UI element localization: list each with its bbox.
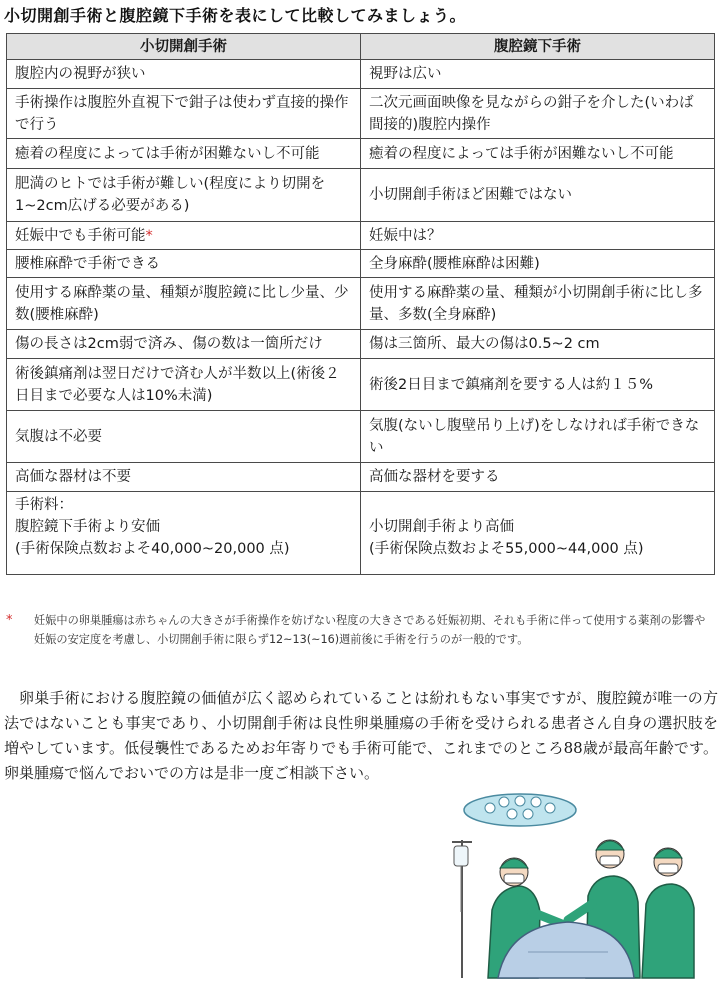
table-cell-small-incision: 気腹は不必要 — [7, 411, 361, 463]
table-cell-small-incision: 術後鎮痛剤は翌日だけで済む人が半数以上(術後２日目まで必要な人は10%未満) — [7, 359, 361, 411]
table-row — [7, 330, 715, 359]
table-cell-laparoscopic: 気腹(ないし腹壁吊り上げ)をしなければ手術できない — [361, 411, 715, 463]
table-cell-laparoscopic: 二次元画面映像を見ながらの鉗子を介した(いわば間接的)腹腔内操作 — [361, 89, 715, 139]
column-header-laparoscopic: 腹腔鏡下手術 — [361, 34, 715, 60]
fee-points-right: (手術保険点数およそ55,000~44,000 点) — [369, 541, 644, 557]
footnote-asterisk: * — [145, 227, 153, 244]
table-row — [7, 169, 715, 222]
table-cell-small-incision: 手術操作は腹腔外直視下で鉗子は使わず直接的操作で行う — [7, 89, 361, 139]
fee-comparison-right: 小切開創手術より高価 — [369, 519, 514, 535]
table-row — [7, 463, 715, 492]
table-row-fee — [7, 492, 715, 575]
table-row — [7, 250, 715, 278]
table-cell-small-incision: 腰椎麻酔で手術できる — [7, 250, 361, 278]
table-cell-laparoscopic: 妊娠中は？ — [361, 222, 715, 250]
table-row — [7, 139, 715, 169]
table-cell-small-incision: 癒着の程度によっては手術が困難ないし不可能 — [7, 139, 361, 169]
table-row — [7, 89, 715, 139]
page-heading: 小切開創手術と腹腔鏡下手術を表にして比較してみましょう。 — [4, 6, 467, 25]
table-cell-laparoscopic: 全身麻酔(腰椎麻酔は困難) — [361, 250, 715, 278]
table-cell-laparoscopic: 術後2日目まで鎮痛剤を要する人は約１５% — [361, 359, 715, 411]
body-paragraph-text: 卵巣手術における腹腔鏡の価値が広く認められていることは紛れもない事実ですが、腹腔鏡が唯一の方法ではないことも事実であり、小切開創手術は良性卵巣腫瘍の手術を受けられる患者さん自身の選択肢を増やしています。低侵襲性であるためお年寄りでも手術可能で、これまでのところ88歳が最高年齢です。卵巣腫瘍で悩んでおいでの方は是非一度ご相談下さい。 — [4, 689, 718, 782]
table-cell-laparoscopic: 視野は広い — [361, 60, 715, 89]
table-cell-small-incision: 使用する麻酔薬の量、種類が腹腔鏡に比し少量、少数(腰椎麻酔) — [7, 278, 361, 330]
table-cell-laparoscopic: 高価な器材を要する — [361, 463, 715, 492]
table-cell-laparoscopic: 癒着の程度によっては手術が困難ないし不可能 — [361, 139, 715, 169]
table-row — [7, 411, 715, 463]
footnote — [4, 611, 716, 649]
table-cell-small-incision — [7, 222, 361, 250]
comparison-table — [6, 33, 715, 575]
table-header-row — [7, 34, 715, 60]
table-row — [7, 60, 715, 89]
body-paragraph — [4, 686, 718, 786]
table-cell-laparoscopic: 傷は三箇所、最大の傷は0.5~2 cm — [361, 330, 715, 359]
footnote-text: 妊娠中の卵巣腫瘍は赤ちゃんの大きさが手術操作を妨げない程度の大きさである妊娠初期、それも手術に伴って使用する薬剤の影響や妊娠の安定度を考慮し、小切開創手術に限らず12~13(~16)週前後に手術を行うのが一般的です。 — [34, 614, 706, 646]
table-cell-laparoscopic: 使用する麻酔薬の量、種類が小切開創手術に比し多量、多数(全身麻酔) — [361, 278, 715, 330]
fee-comparison-left: 腹腔鏡下手術より安価 — [15, 519, 160, 535]
fee-spacer — [369, 494, 708, 502]
fee-points-left: (手術保険点数およそ40,000~20,000 点) — [15, 541, 290, 557]
table-row — [7, 222, 715, 250]
pregnancy-text: 妊娠中でも手術可能 — [15, 227, 146, 244]
table-cell-small-incision: 高価な器材は不要 — [7, 463, 361, 492]
footnote-mark: * — [6, 613, 13, 628]
column-header-small-incision: 小切開創手術 — [7, 34, 361, 60]
surgery-scene-illustration — [428, 792, 716, 980]
fee-cell-laparoscopic — [361, 492, 715, 575]
table-cell-small-incision: 肥満のヒトでは手術が難しい(程度により切開を1~2cm広げる必要がある) — [7, 169, 361, 222]
nurse-icon — [642, 848, 694, 978]
table-cell-small-incision: 傷の長さは2cm弱で済み、傷の数は一箇所だけ — [7, 330, 361, 359]
table-row — [7, 359, 715, 411]
fee-label: 手術料： — [15, 497, 73, 513]
table-cell-laparoscopic: 小切開創手術ほど困難ではない — [361, 169, 715, 222]
surgical-lamp-icon — [464, 794, 576, 826]
iv-stand-icon — [452, 840, 472, 978]
table-cell-small-incision: 腹腔内の視野が狭い — [7, 60, 361, 89]
fee-cell-small-incision — [7, 492, 361, 575]
table-row — [7, 278, 715, 330]
